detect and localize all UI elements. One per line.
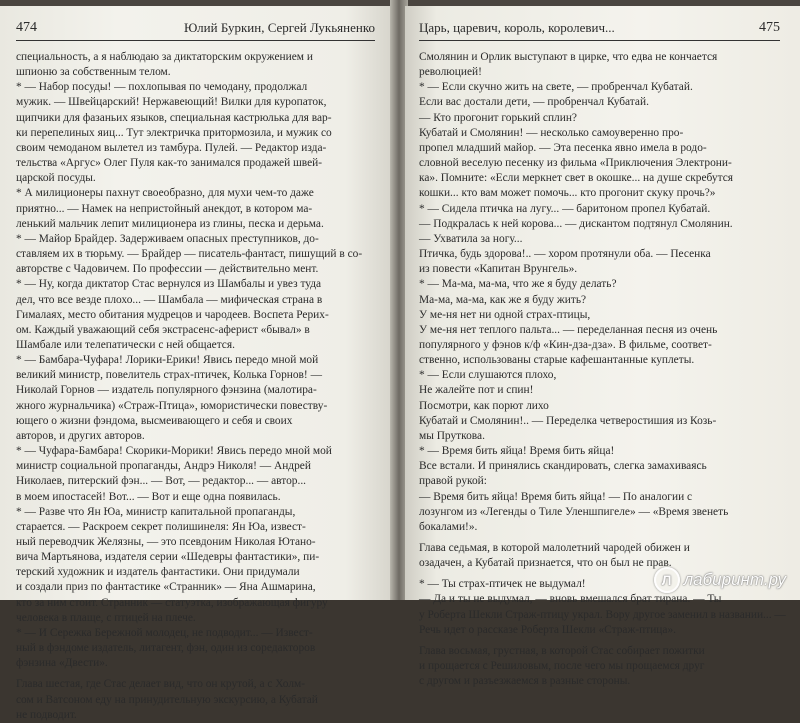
text-line: революцией!	[419, 66, 482, 79]
text-line: пропел младший майор. — Эта песенка явно имела в родо-	[419, 141, 707, 154]
text-line: ный переводчик Желязны, — это псевдоним Николая Ютано-	[16, 536, 316, 548]
text-line: * — Время бить яйца! Время бить яйца!	[419, 445, 615, 458]
text-line: Гималаях, место обитания мудрецов и чародеев. Воспета Рерих-	[16, 308, 329, 321]
text-line: человека в плаще, с птицей на плече.	[16, 611, 196, 624]
text-line: * — Ну, когда диктатор Стас вернулся из Шамбалы и увез туда	[16, 278, 322, 291]
right-page-body	[419, 50, 786, 689]
text-line: кошки... кто вам может помочь... кто прогонит скуку прочь?»	[419, 187, 716, 200]
text-line: Птичка, будь здорова!.. — хором протянули оба. — Песенка	[419, 248, 711, 261]
text-line: ки перепелиных яиц... Тут электричка притормозила, и мужик со	[16, 126, 332, 139]
text-line: приятно... — Намек на непристойный анекдот, в котором ма-	[16, 202, 313, 215]
text-line: Николай Горнов — издатель популярного фэнзина (малотира-	[16, 384, 317, 397]
text-line: ставляем их в тюрьму. — Брайдер — писатель-фантаст, пишущий в со-	[16, 248, 363, 261]
text-line: Глава седьмая, в которой малолетний чародей обижен и	[419, 542, 690, 554]
text-line: У ме-ня нет ни одной страх-птицы,	[419, 308, 591, 321]
right-page-header	[419, 20, 780, 41]
text-line: — Время бить яйца! Время бить яйца! — По аналогии с	[419, 490, 693, 503]
text-line: * — Разве что Ян Юа, министр капитальной пропаганды,	[16, 505, 296, 518]
watermark-text: лабиринт.ру	[683, 570, 786, 589]
text-line: * — Ты страх-птичек не выдумал!	[419, 578, 586, 591]
text-line: дел, что все везде плохо... — Шамбала — мифическая страна в	[16, 293, 323, 306]
text-line: ющего о жизни фэндома, высмеивающего и себя и своих	[16, 414, 293, 427]
text-line: своим чемоданом вылетел из тамбура. Пулей. — Редактор изда-	[16, 141, 327, 154]
text-line: * — Бамбара-Чуфара! Лорики-Ерики! Явись передо мной мой	[16, 354, 319, 367]
page-number: 475	[759, 20, 780, 35]
text-line: — Кто прогонит горький сплин?	[419, 111, 577, 124]
text-line: Николаев, питерский фэн... — Вот, — редактор... — автор...	[16, 475, 307, 488]
text-line: * — И Сережка Бережной молодец, не подводит... — Извест-	[16, 626, 313, 639]
text-line: У ме-ня нет теплого пальта... — переделанная песня из очень	[419, 323, 718, 336]
text-line: * — Чуфара-Бамбара! Скорики-Морики! Явись передо мной мой	[16, 445, 332, 458]
text-line: словной веселую песенку из фильма «Приключения Электрони-	[419, 157, 732, 170]
right-page	[405, 6, 800, 688]
text-line: щипчики для фазаньих языков, специальная кастрюлька для вар-	[16, 111, 332, 124]
labirint-logo-icon: Л	[654, 567, 680, 593]
text-line: Кубатай и Смолянин! — несколько самоуверенно про-	[419, 126, 684, 139]
text-line: шпионю за собственным телом.	[16, 66, 171, 79]
text-line: Не жалейте пот и спин!	[419, 384, 534, 397]
text-line: Кубатай и Смолянин!.. — Переделка четверостишия из Козь-	[419, 414, 717, 427]
text-line: популярного у фэнов к/ф «Кин-дза-дза». В фильме, соответ-	[419, 338, 712, 351]
text-line: терский художник и издатель фантастики. Они придумали	[16, 566, 300, 579]
text-line: министр социальной пропаганды, Андрэ Николя! — Андрей	[16, 460, 311, 473]
text-line: в моем ипостасей! Вот... — Вот и еще одна появилась.	[16, 490, 281, 503]
text-line: — Ухватила за ногу...	[419, 232, 523, 245]
text-line: Посмотри, как порют лихо	[419, 399, 549, 412]
text-line: * — Сидела птичка на лугу... — баритоном пропел Кубатай.	[419, 202, 711, 215]
text-line: Если вас достали дети, — пробренчал Кубатай.	[419, 96, 649, 109]
text-line: * — Если слушаются плохо,	[419, 369, 557, 382]
text-line: мы Пруткова.	[419, 429, 485, 442]
text-line: Все встали. И принялись скандировать, слегка замахиваясь	[419, 460, 707, 473]
text-line: мужик. — Швейцарский! Нержавеющий! Вилки для куропаток,	[16, 96, 327, 109]
text-line: вича Мартьянова, издателя серии «Шедевры фантастики», пи-	[16, 551, 320, 564]
text-line: Шамбале или телепатически с ней общается.	[16, 338, 235, 351]
text-line: великий министр, повелитель страх-птичек, Колька Горнов! —	[16, 369, 322, 382]
text-line: ленький мальчик лепит милиционера из глины, песка и дерьма.	[16, 217, 324, 230]
text-line: специальность, а я наблюдаю за диктаторским окружением и	[16, 51, 313, 63]
text-line: * — Ма-ма, ма-ма, что же я буду делать?	[419, 278, 617, 291]
running-head: Юлий Буркин, Сергей Лукьяненко	[183, 20, 375, 35]
text-line: из повести «Капитан Врунгель».	[419, 263, 578, 276]
text-line: * — Майор Брайдер. Задерживаем опасных преступников, до-	[16, 232, 319, 245]
text-line: Смолянин и Орлик выступают в цирке, что едва не кончается	[419, 51, 718, 63]
text-line: ом. Каждый уважающий себя экстрасенс-аферист «бывал» в	[16, 323, 310, 336]
text-line: правой рукой:	[419, 475, 487, 488]
text-line: * — Если скучно жить на свете, — пробренчал Кубатай.	[419, 81, 693, 94]
text-line: сом и Ватсоном еду на принудительную экскурсию, а Кубатай	[16, 693, 318, 706]
text-line: не подводит.	[16, 708, 77, 721]
left-page	[0, 6, 393, 721]
text-line: авторстве с Чадовичем. По профессии — действительно мент.	[16, 263, 319, 276]
running-head: Царь, царевич, король, королевич...	[419, 20, 615, 35]
text-line: ка». Помните: «Если меркнет свет в окошке... на душе скребутся	[419, 172, 734, 185]
left-page-body	[16, 50, 373, 723]
text-line: Глава восьмая, грустная, в которой Стас собирает пожитки	[419, 644, 705, 657]
text-line: с другом и разъезжаемся в разные стороны.	[419, 675, 631, 688]
text-line: — Да и ты не выдумал, — вновь вмешался брат тирана. — Ты	[419, 593, 722, 606]
text-line: ственно, использованы старые кафешантанные куплеты.	[419, 354, 695, 367]
text-line: жного журнальчика) «Страж-Птица», юмористически повеству-	[16, 399, 328, 412]
text-line: авторов, и других авторов.	[16, 429, 145, 442]
text-line: Ма-ма, ма-ма, как же я буду жить?	[419, 293, 587, 306]
text-line: * А милиционеры пахнут своеобразно, для мухи чем-то даже	[16, 187, 314, 200]
text-line: Глава шестая, где Стас делает вид, что он крутой, а с Холм-	[16, 678, 306, 691]
text-line: у Роберта Шекли Страж-птицу украл. Вору другое заменил в названии... —	[419, 608, 786, 621]
text-line: — Подкралась к ней корова... — дискантом подтянул Смолянин.	[419, 217, 733, 230]
text-line: и создали приз по фантастике «Странник» — Яна Ашмарина,	[16, 581, 316, 594]
text-line: старается. — Раскроем секрет полишинеля: Ян Юа, извест-	[16, 520, 306, 533]
text-line: озадачен, а Кубатай признается, что он был не прав.	[419, 557, 672, 570]
page-number: 474	[16, 20, 37, 35]
text-line: и прощается с Решиловым, после чего мы прощаемся друг	[419, 660, 705, 673]
text-line: фэнзина «Двести».	[16, 657, 108, 670]
text-line: Речь идет о рассказе Роберта Шекли «Страж-птица».	[419, 623, 676, 636]
text-line: лозунгом из «Легенды о Тиле Уленшпигеле» — «Время звенеть	[419, 505, 729, 518]
text-line: тельства «Аргус» Олег Пуля как-то занимался продажей швей-	[16, 157, 323, 170]
text-line: ный в фэндоме издатель, литагент, фэн, один из соредакторов	[16, 642, 316, 655]
site-watermark	[654, 568, 786, 592]
text-line: * — Набор посуды! — похлопывая по чемодану, продолжал	[16, 81, 308, 94]
text-line: царской посуды.	[16, 172, 96, 185]
left-page-header	[16, 20, 375, 41]
text-line: кто за ним стоит. Странник — статуэтка, изображающая фигуру	[16, 596, 328, 609]
text-line: бокалами!».	[419, 520, 478, 533]
